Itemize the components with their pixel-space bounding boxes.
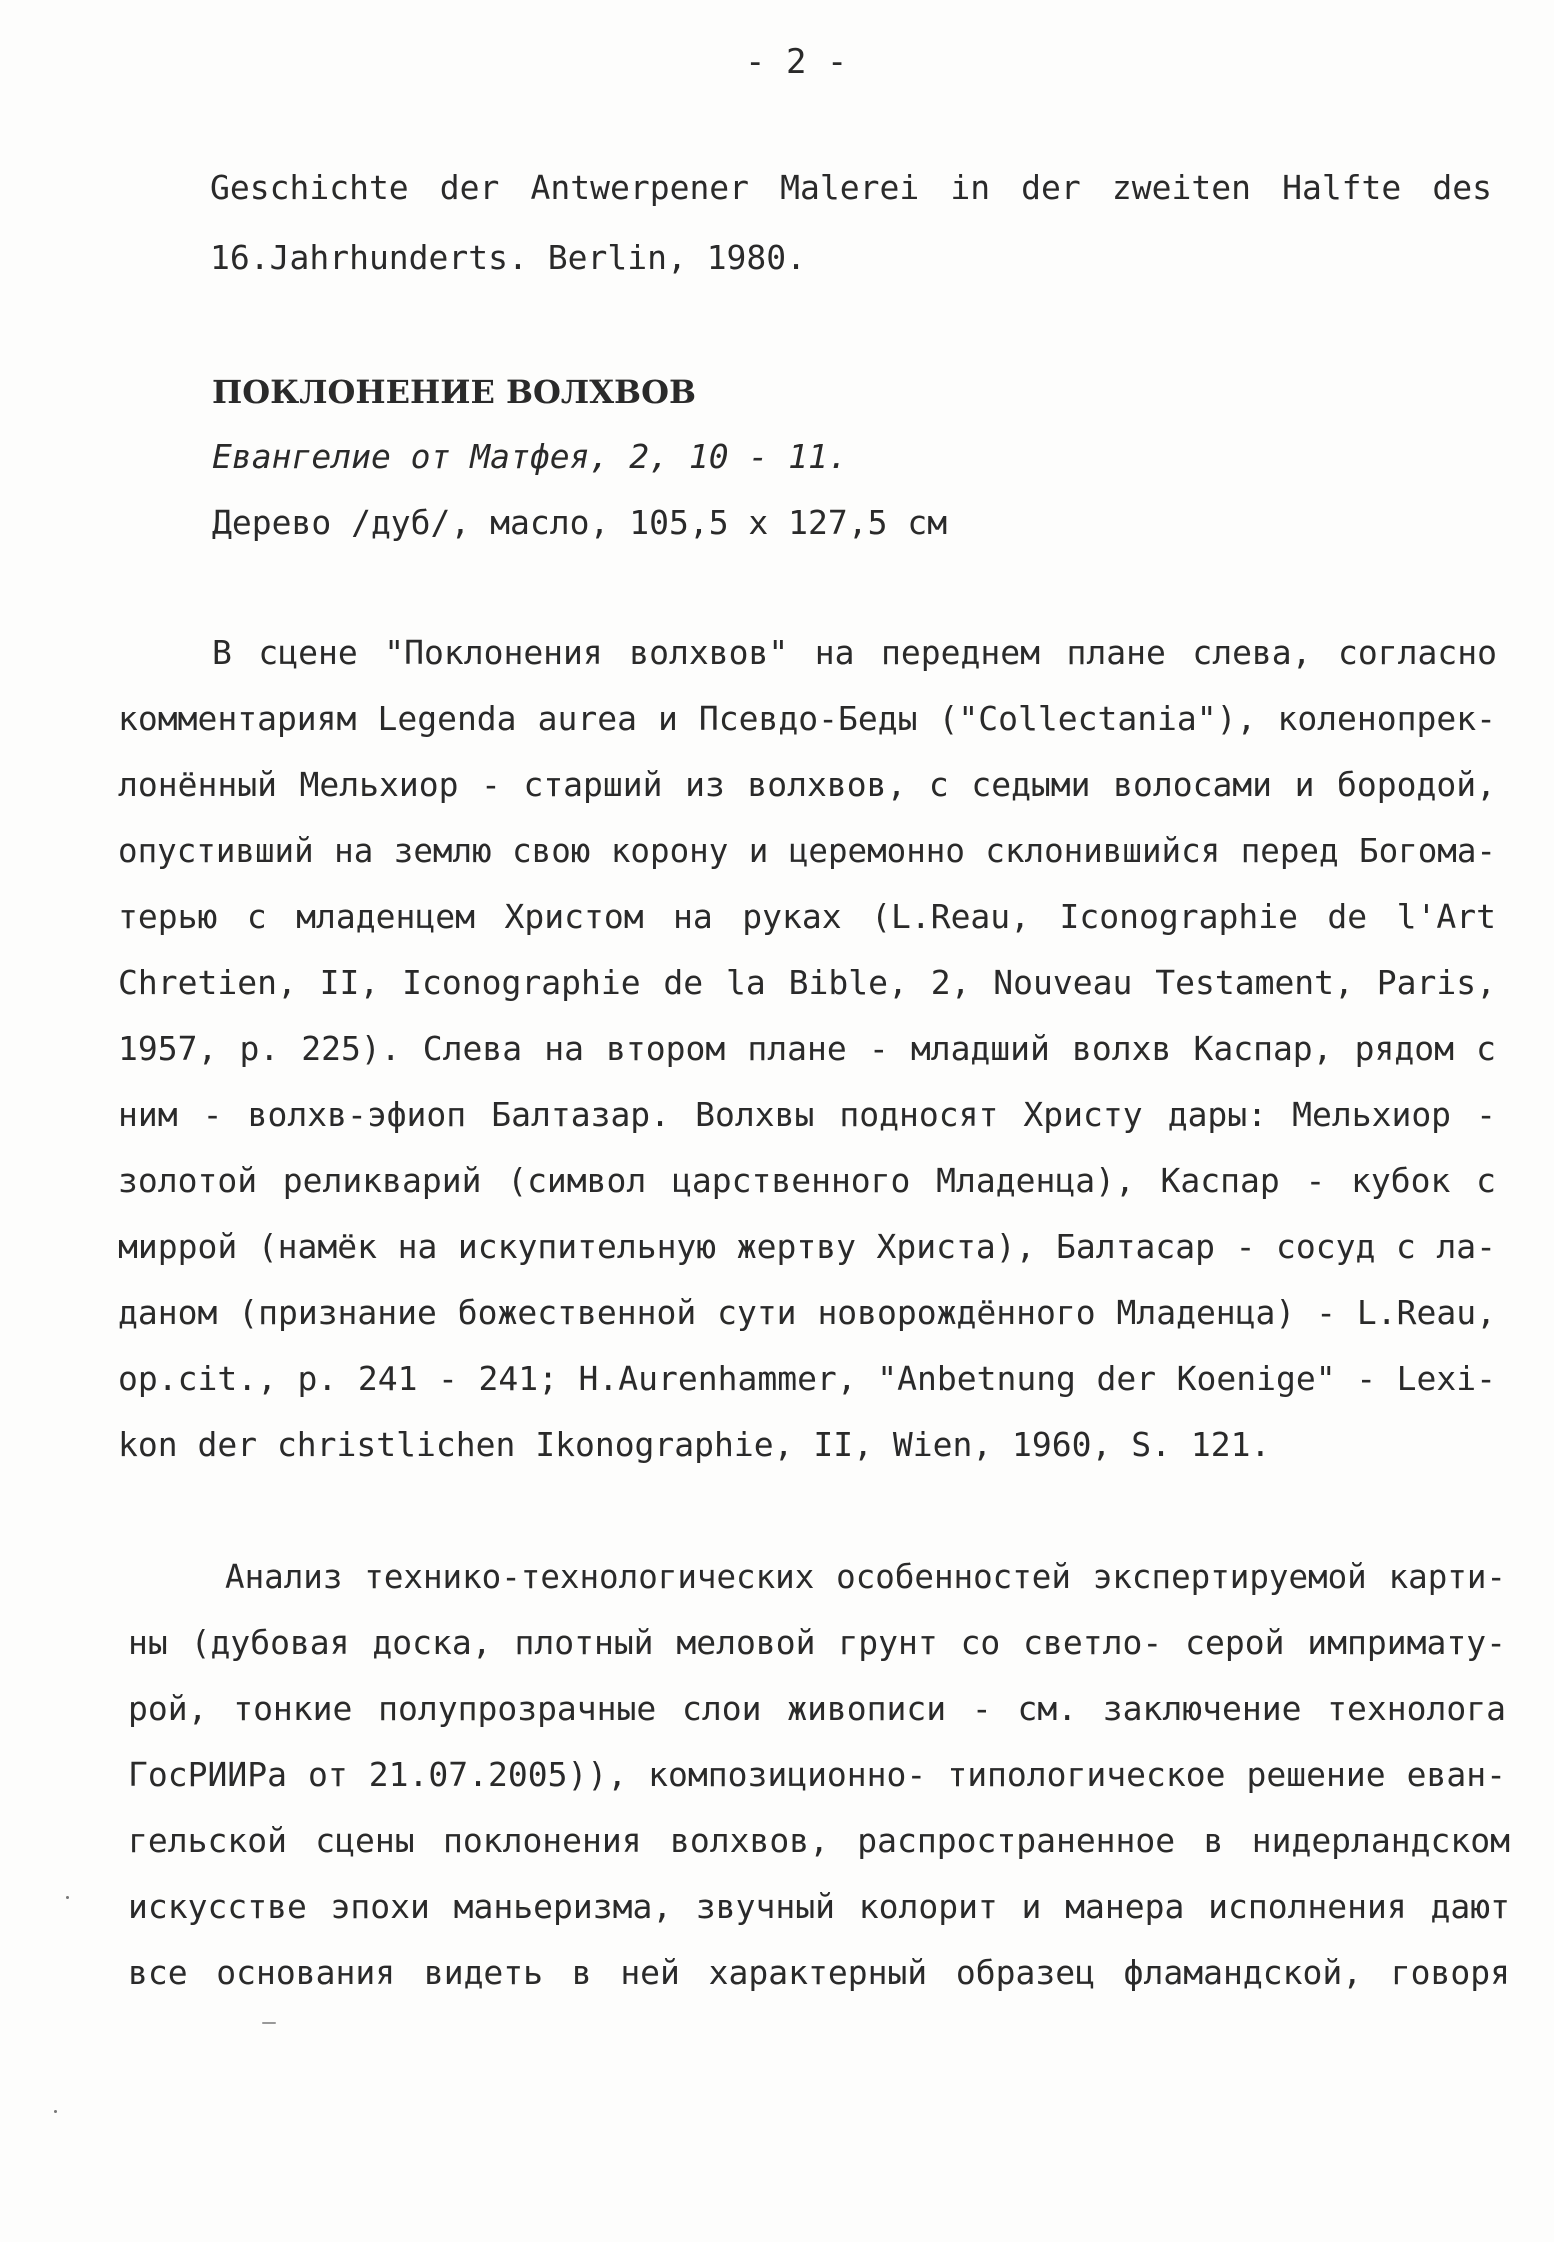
scan-speck xyxy=(262,2022,276,2024)
paragraph-1-line: Chretien, II, Iconographie de la Bible, 2, Nouveau Testament, Paris, xyxy=(118,963,1496,1002)
paragraph-1-line: лонённый Мельхиор - старший из волхвов, с седыми волосами и бородой, xyxy=(118,765,1496,804)
paragraph-1-line: даном (признание божественной сути новорождённого Младенца) - L.Reau, xyxy=(118,1293,1496,1332)
paragraph-2-line: гельской сцены поклонения волхвов, распространенное в нидерландском xyxy=(128,1821,1510,1860)
paragraph-1-line: op.cit., p. 241 - 241; H.Aurenhammer, "Anbetnung der Koenige" - Lexi- xyxy=(118,1359,1496,1398)
paragraph-1-line: комментариям Legenda aurea и Псевдо-Беды ("Collectania"), коленопрек- xyxy=(118,699,1496,738)
paragraph-1-line: опустивший на землю свою корону и церемонно склонившийся перед Богома- xyxy=(118,832,1496,870)
scan-speck xyxy=(66,1896,69,1899)
paragraph-2-line: рой, тонкие полупрозрачные слои живописи - см. заключение технолога xyxy=(128,1689,1506,1728)
paragraph-1-line: kon der christlichen Ikonographie, II, Wien, 1960, S. 121. xyxy=(118,1425,1271,1464)
bibliography-line: Geschichte der Antwerpener Malerei in der zweiten Halfte des xyxy=(210,168,1492,207)
paragraph-2-line: искусстве эпохи маньеризма, звучный колорит и манера исполнения дают xyxy=(128,1887,1510,1926)
section-medium: Дерево /дуб/, масло, 105,5 x 127,5 см xyxy=(212,503,948,542)
section-title: ПОКЛОНЕНИЕ ВОЛХВОВ xyxy=(212,373,697,411)
paragraph-1-line: золотой реликварий (символ царственного Младенца), Каспар - кубок с xyxy=(118,1161,1496,1200)
paragraph-2-line: все основания видеть в ней характерный образец фламандской, говоря xyxy=(128,1953,1510,1992)
paragraph-1-line: ним - волхв-эфиоп Балтазар. Волхвы подносят Христу дары: Мельхиор - xyxy=(118,1095,1496,1134)
paragraph-1-line: 1957, p. 225). Слева на втором плане - младший волхв Каспар, рядом с xyxy=(118,1029,1496,1068)
bibliography-line: 16.Jahrhunderts. Berlin, 1980. xyxy=(210,238,807,277)
paragraph-1-line: В сцене "Поклонения волхвов" на переднем плане слева, согласно xyxy=(212,633,1497,672)
paragraph-1-line: миррой (намёк на искупительную жертву Христа), Балтасар - сосуд с ла- xyxy=(118,1227,1496,1266)
paragraph-2-line: ны (дубовая доска, плотный меловой грунт со светло- серой импримату- xyxy=(128,1623,1506,1662)
section-source: Евангелие от Матфея, 2, 10 - 11. xyxy=(212,437,848,476)
page-number: - 2 - xyxy=(745,42,848,82)
paragraph-2-line: Анализ технико-технологических особенностей экспертируемой карти- xyxy=(225,1558,1506,1596)
paragraph-1-line: терью с младенцем Христом на руках (L.Reau, Iconographie de l'Art xyxy=(118,897,1496,936)
paragraph-2-line: ГосРИИРа от 21.07.2005)), композиционно- типологическое решение еван- xyxy=(128,1755,1506,1794)
scan-speck xyxy=(54,2110,57,2113)
